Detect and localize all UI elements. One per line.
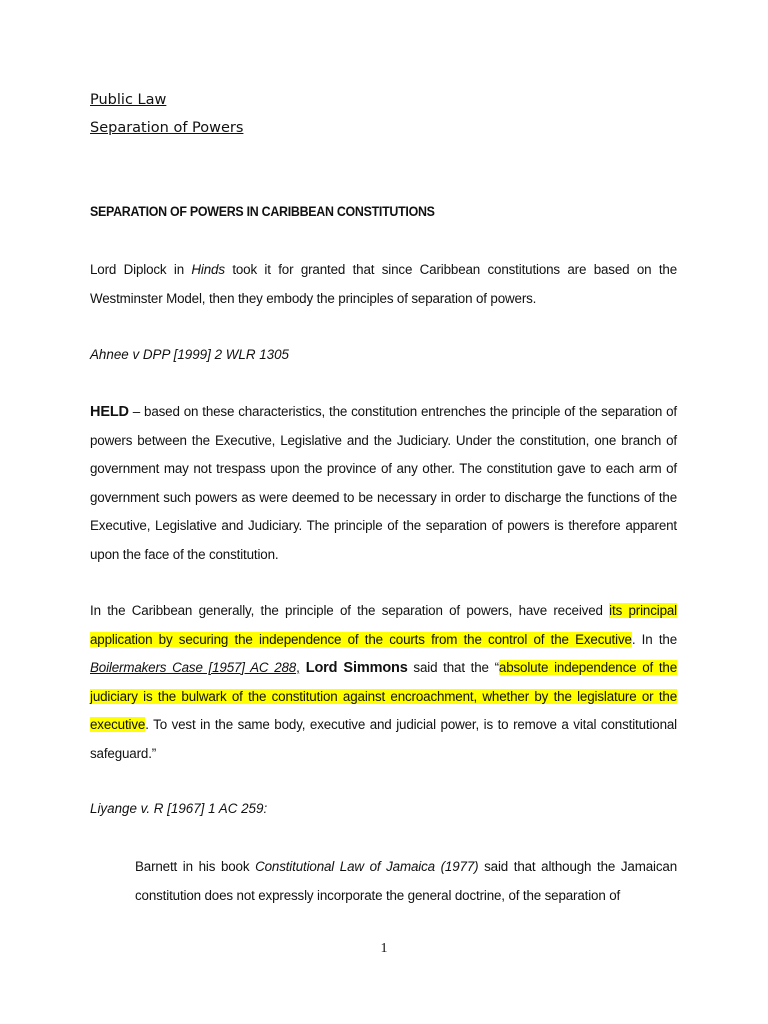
text-run: said that although the Jamaican constitution does not expressly incorporate the general doctrine, of the separation of <box>135 859 677 903</box>
highlighted-quote: absolute independence of the judiciary is the bulwark of the constitution against encroachment, whether by the legislature or the executive <box>90 660 677 732</box>
text-run: – based on these characteristics, the constitution entrenches the principle of the separation of powers between the Executive, Legislative and the Judiciary. Under the constitution, one branch of government may not trespass upon the province of any other. The constitution gave to each arm of government such powers as were deemed to be necessary in order to discharge the functions of the Executive, Legislative and Judiciary. The principle of the separation of powers is therefore apparent upon the face of the constitution. <box>90 404 677 562</box>
page-number: 1 <box>380 941 388 956</box>
section-heading: SEPARATION OF POWERS IN CARIBBEAN CONSTITUTIONS <box>90 204 435 219</box>
text-run: Lord Diplock in <box>90 262 192 277</box>
text-run: said that the “ <box>407 660 499 675</box>
judge-name: Lord Simmons <box>299 660 408 676</box>
case-citation-ahnee: Ahnee v DPP [1999] 2 WLR 1305 <box>90 347 289 362</box>
paragraph-hinds <box>90 256 677 313</box>
header-course-title: Public Law <box>90 92 167 108</box>
case-name-boilermakers: Boilermakers Case [1957] AC 288 <box>90 660 297 675</box>
text-run: took it for granted that since Caribbean constitutions are based on the Westminster Model, then they embody the principles of separation of powers. <box>90 262 677 306</box>
case-name-hinds: Hinds <box>191 262 225 277</box>
header-topic-title: Separation of Powers <box>90 120 244 136</box>
paragraph-held <box>90 398 677 569</box>
book-title: Constitutional Law of Jamaica (1977) <box>255 859 479 874</box>
held-label: HELD <box>90 404 129 420</box>
text-run: . To vest in the same body, executive and judicial power, is to remove a vital constitutional safeguard.” <box>90 717 677 761</box>
paragraph-caribbean <box>90 597 677 768</box>
text-run: In the Caribbean generally, the principle of the separation of powers, have received <box>90 603 610 618</box>
text-run: , <box>296 660 300 675</box>
case-citation-liyange: Liyange v. R [1967] 1 AC 259: <box>90 801 268 816</box>
paragraph-barnett <box>135 853 677 910</box>
text-run: Barnett in his book <box>135 859 256 874</box>
text-run: . In the <box>631 631 678 647</box>
highlighted-text: its principal application by securing the independence of the courts from the control of the Executive <box>90 603 678 647</box>
